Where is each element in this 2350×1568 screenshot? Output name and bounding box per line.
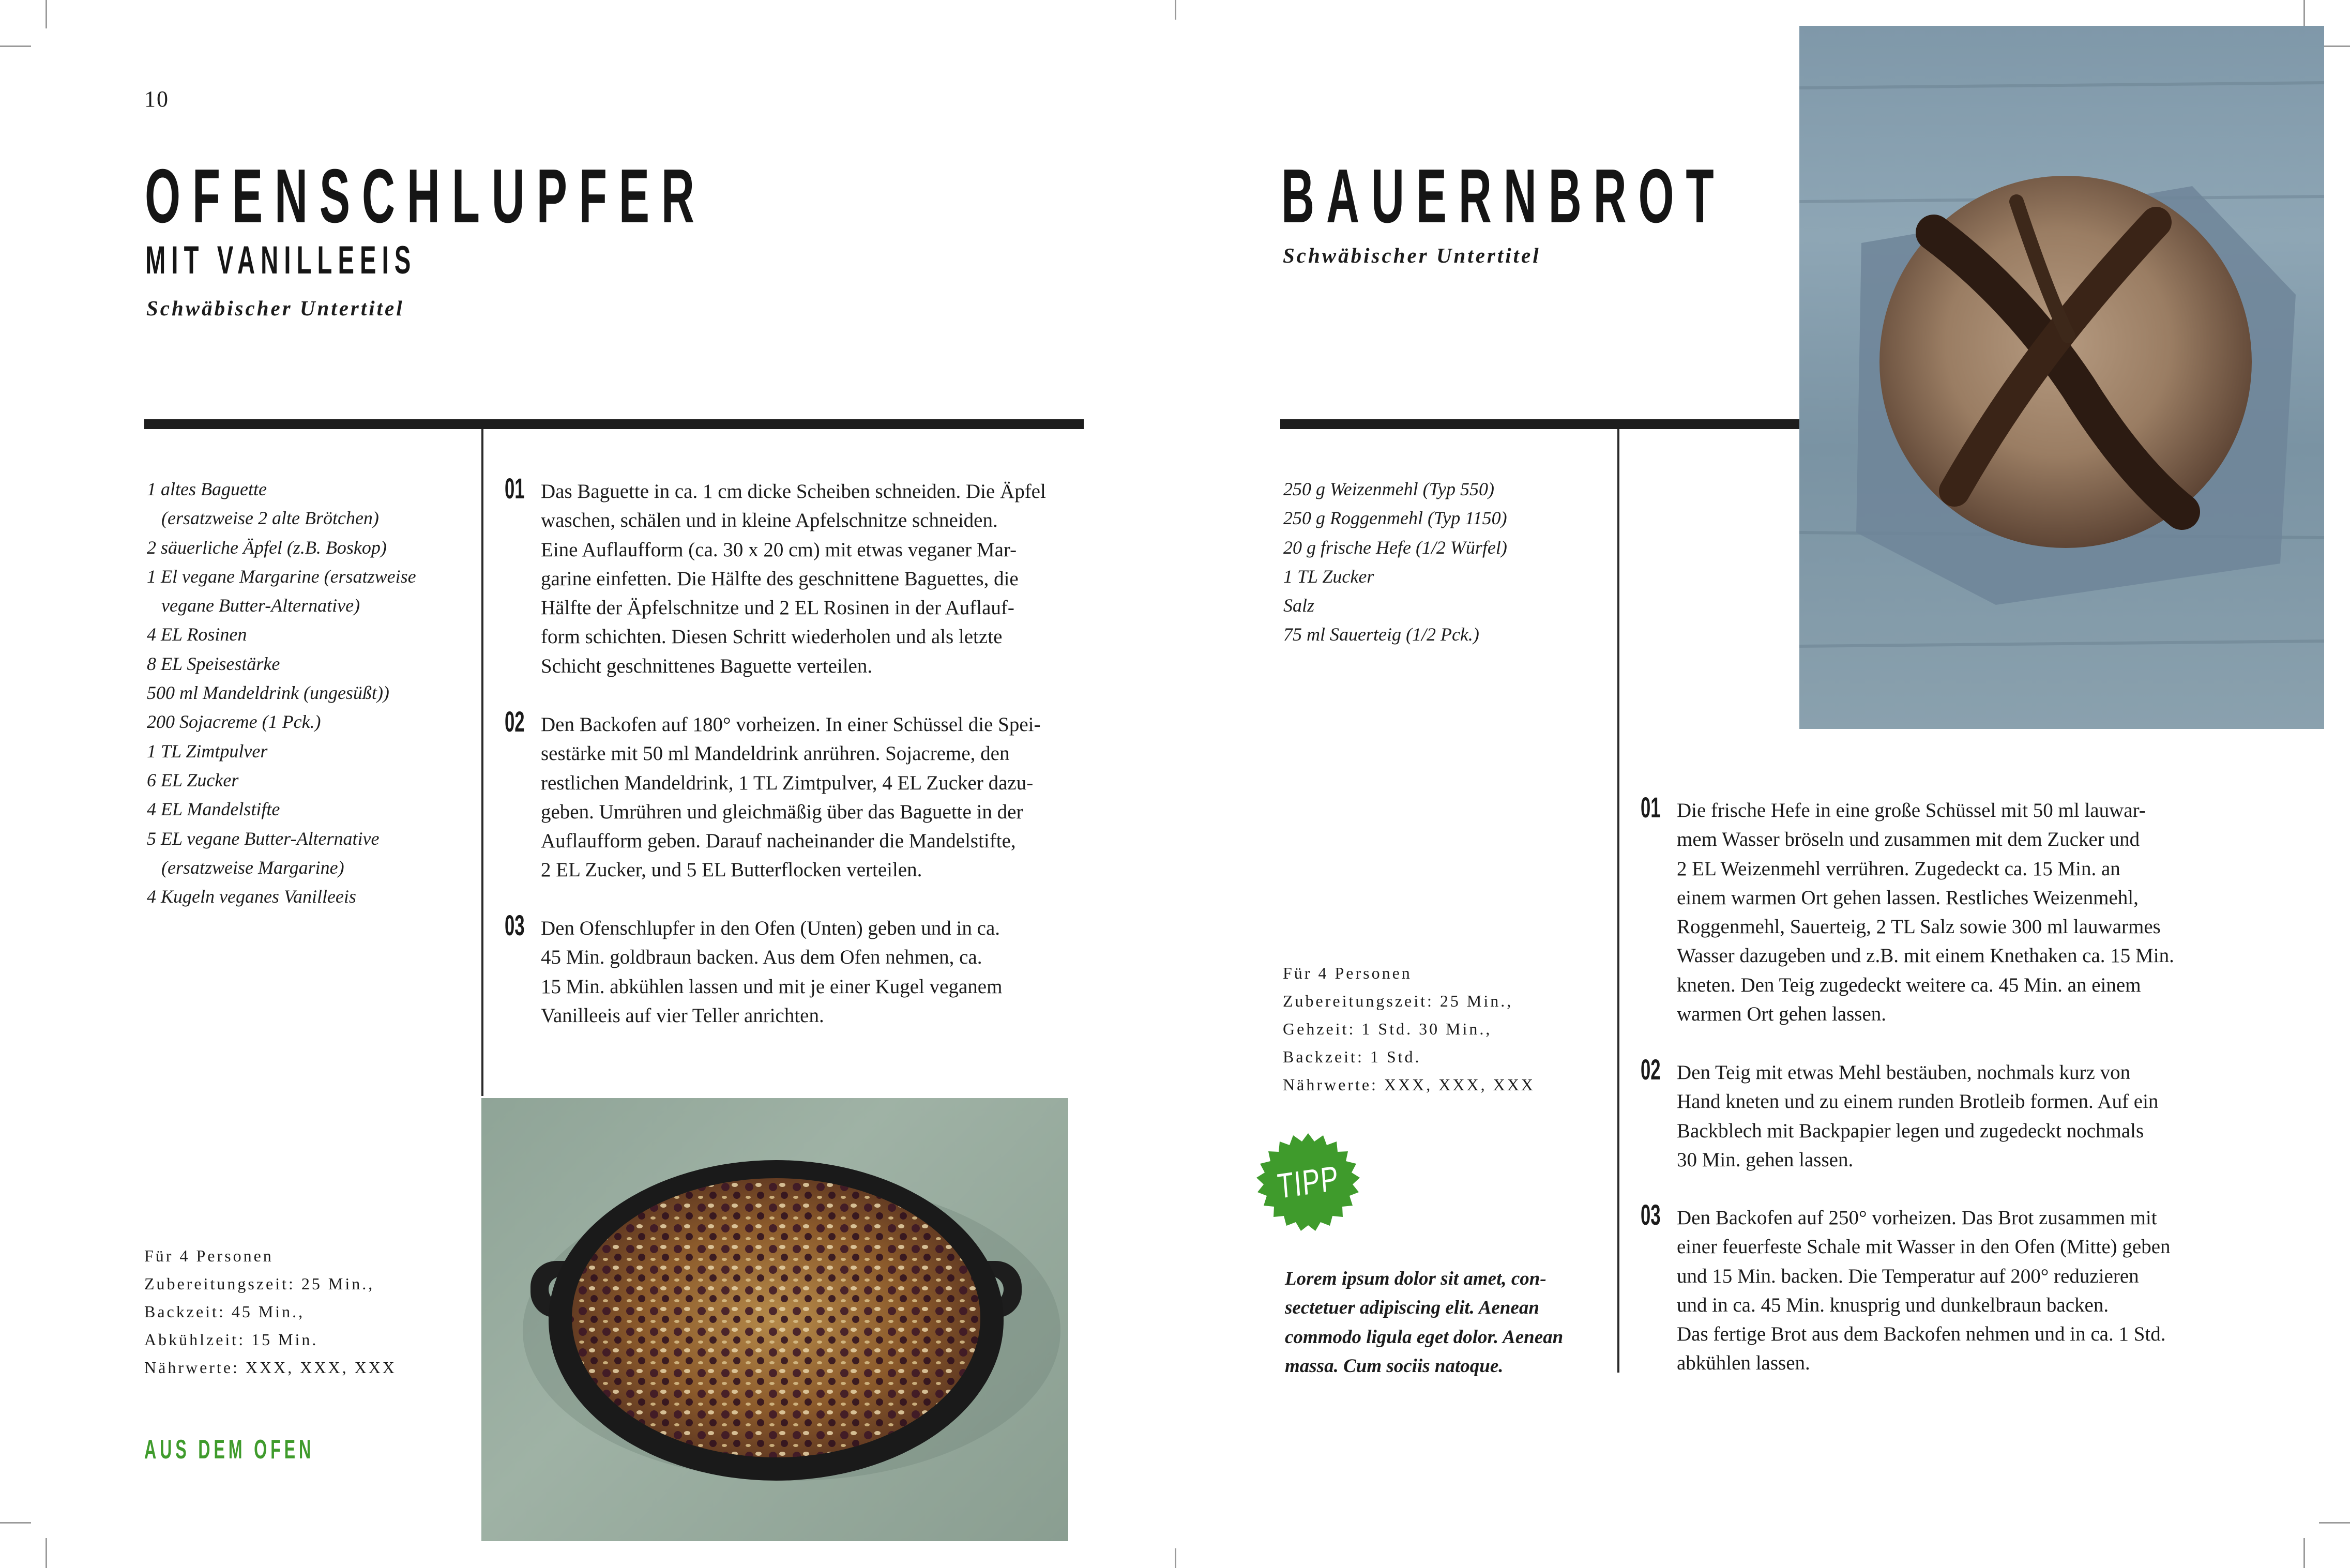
meta-line: Backzeit: 45 Min., xyxy=(144,1302,305,1321)
tip-text xyxy=(1285,1265,1563,1381)
ingredient-list xyxy=(147,475,416,911)
tip-badge-label: TIPP xyxy=(1276,1158,1341,1207)
crop-mark xyxy=(0,1522,31,1524)
tip-badge xyxy=(1256,1132,1360,1236)
step-line: geben. Umrühren und gleichmäßig über das Baguette in der xyxy=(541,800,1023,823)
step-line: Den Teig mit etwas Mehl bestäuben, nochmals kurz von xyxy=(1677,1061,2131,1084)
meta-line: Für 4 Personen xyxy=(1283,964,1412,982)
step-line: 45 Min. goldbraun backen. Aus dem Ofen nehmen, ca. xyxy=(541,946,982,969)
step-line: Hälfte der Äpfelschnitze und 2 EL Rosinen in der Auflauf- xyxy=(541,597,1014,619)
step-number: 02 xyxy=(505,705,525,738)
step-text xyxy=(1677,1204,2171,1378)
step-text xyxy=(1677,796,2174,1029)
step-text xyxy=(541,914,1002,1030)
crop-mark xyxy=(46,1538,47,1568)
ingredient: 4 EL Mandelstifte xyxy=(147,799,280,820)
step-line: mem Wasser bröseln und zusammen mit dem Zucker und xyxy=(1677,828,2140,851)
crop-mark xyxy=(46,0,47,28)
step-line: sestärke mit 50 ml Mandeldrink anrühren. Sojacreme, den xyxy=(541,742,1010,765)
step-number: 03 xyxy=(1641,1198,1661,1231)
ingredient: 250 g Roggenmehl (Typ 1150) xyxy=(1283,508,1507,529)
step-line: einem warmen Ort gehen lassen. Restliches Weizenmehl, xyxy=(1677,886,2139,909)
ingredient: 500 ml Mandeldrink (ungesüßt)) xyxy=(147,682,389,704)
ingredient: 8 EL Speisestärke xyxy=(147,653,280,674)
step-line: 2 EL Weizenmehl verrühren. Zugedeckt ca. 15 Min. an xyxy=(1677,857,2120,880)
step-line: kneten. Den Teig zugedeckt weitere ca. 45 Min. an einem xyxy=(1677,973,2141,996)
step-line: Auflaufform geben. Darauf nacheinander die Mandelstifte, xyxy=(541,830,1016,852)
ingredient-list xyxy=(1283,475,1507,649)
ingredient: 1 TL Zimtpulver xyxy=(147,740,268,762)
step-line: Das fertige Brot aus dem Backofen nehmen und in ca. 1 Std. xyxy=(1677,1323,2166,1346)
step-line: Roggenmehl, Sauerteig, 2 TL Salz sowie 300 ml lauwarmes xyxy=(1677,916,2161,938)
step-line: 30 Min. gehen lassen. xyxy=(1677,1148,1854,1171)
step-line: Das Baguette in ca. 1 cm dicke Scheiben schneiden. Die Äpfel xyxy=(541,480,1046,503)
dish-illustration xyxy=(481,1098,1068,1541)
tip-line: commodo ligula eget dolor. Aenean xyxy=(1285,1326,1564,1348)
ingredient: 20 g frische Hefe (1/2 Würfel) xyxy=(1283,537,1507,558)
step-line: Vanilleeis auf vier Teller anrichten. xyxy=(541,1004,824,1027)
step-text xyxy=(1677,1058,2158,1175)
ingredient: 75 ml Sauerteig (1/2 Pck.) xyxy=(1283,624,1479,645)
ingredient: 1 altes Baguette xyxy=(147,479,267,499)
meta-line: Gehzeit: 1 Std. 30 Min., xyxy=(1283,1019,1492,1038)
step-line: und in ca. 45 Min. knusprig und dunkelbraun backen. xyxy=(1677,1293,2109,1316)
meta-line: Zubereitungszeit: 25 Min., xyxy=(1283,992,1513,1010)
section-rule xyxy=(1280,419,1800,429)
meta-line: Nährwerte: XXX, XXX, XXX xyxy=(1283,1075,1535,1094)
meta-line: Zubereitungszeit: 25 Min., xyxy=(144,1274,375,1293)
step-text xyxy=(541,477,1046,681)
crop-mark xyxy=(2303,0,2305,28)
tip-line: sectetuer adipiscing elit. Aenean xyxy=(1285,1297,1539,1319)
ingredient: 2 säuerliche Äpfel (z.B. Boskop) xyxy=(147,537,387,558)
ingredient: vegane Butter-Alternative) xyxy=(161,595,360,616)
bread-illustration xyxy=(1799,26,2324,729)
recipe-subtitle: MIT VANILLEEIS xyxy=(145,238,417,282)
step-line: Den Backofen auf 250° vorheizen. Das Brot zusammen mit xyxy=(1677,1207,2157,1229)
step-line: warmen Ort gehen lassen. xyxy=(1677,1003,1887,1026)
ingredient: 4 EL Rosinen xyxy=(147,624,247,645)
ingredient: Salz xyxy=(1283,595,1315,616)
recipe-tagline: Schwäbischer Untertitel xyxy=(146,296,404,320)
ingredient: 5 EL vegane Butter-Alternative xyxy=(147,828,380,849)
recipe-tagline: Schwäbischer Untertitel xyxy=(1283,243,1541,267)
tip-line: Lorem ipsum dolor sit amet, con- xyxy=(1285,1268,1547,1289)
step-line: Den Backofen auf 180° vorheizen. In einer Schüssel die Spei- xyxy=(541,713,1041,736)
recipe-meta xyxy=(144,1242,397,1381)
step-number: 02 xyxy=(1641,1053,1661,1086)
step-line: restlichen Mandeldrink, 1 TL Zimtpulver, 4 EL Zucker dazu- xyxy=(541,771,1034,794)
step-line: 2 EL Zucker, und 5 EL Butterflocken verteilen. xyxy=(541,859,922,881)
step-line: garine einfetten. Die Hälfte des geschnittene Baguettes, die xyxy=(541,567,1019,590)
step-line: 15 Min. abkühlen lassen und mit je einer Kugel veganem xyxy=(541,975,1003,998)
column-divider xyxy=(1617,429,1619,1373)
step-text xyxy=(541,710,1040,885)
column-divider xyxy=(481,429,483,1096)
step-line: Hand kneten und zu einem runden Brotleib formen. Auf ein xyxy=(1677,1090,2159,1113)
step-line: und 15 Min. backen. Die Temperatur auf 200° reduzieren xyxy=(1677,1265,2139,1287)
recipe-title: BAUERNBROT xyxy=(1281,154,1726,239)
crop-mark xyxy=(1175,0,1176,20)
step-line: Schicht geschnittenes Baguette verteilen. xyxy=(541,654,873,677)
bauernbrot-photo xyxy=(1799,26,2324,729)
step-line: Den Ofenschlupfer in den Ofen (Unten) geben und in ca. xyxy=(541,917,1000,939)
step-line: form schichten. Diesen Schritt wiederholen und als letzte xyxy=(541,626,1003,648)
recipe-title: OFENSCHLUPFER xyxy=(145,154,706,239)
recipe-meta xyxy=(1283,959,1535,1099)
meta-line: Abkühlzeit: 15 Min. xyxy=(144,1330,319,1349)
ingredient: 250 g Weizenmehl (Typ 550) xyxy=(1283,479,1494,499)
ingredient: 1 El vegane Margarine (ersatzweise xyxy=(147,566,416,587)
category-label: AUS DEM OFEN xyxy=(144,1435,315,1465)
meta-line: Für 4 Personen xyxy=(144,1246,274,1265)
section-rule xyxy=(144,419,1084,429)
step-number: 01 xyxy=(505,472,525,505)
step-number: 03 xyxy=(505,909,525,941)
step-line: abkühlen lassen. xyxy=(1677,1352,1810,1375)
step-line: Wasser dazugeben und z.B. mit einem Knethaken ca. 15 Min. xyxy=(1677,945,2174,967)
step-line: Eine Auflaufform (ca. 30 x 20 cm) mit etwas veganer Mar- xyxy=(541,538,1017,561)
ingredient: (ersatzweise Margarine) xyxy=(161,857,344,878)
page-number: 10 xyxy=(144,86,169,112)
meta-line: Nährwerte: XXX, XXX, XXX xyxy=(144,1358,397,1377)
ingredient: 4 Kugeln veganes Vanilleeis xyxy=(147,886,356,907)
ofenschlupfer-photo xyxy=(481,1098,1068,1541)
crop-mark xyxy=(2303,1538,2305,1568)
crop-mark xyxy=(1175,1548,1176,1568)
crop-mark xyxy=(0,45,31,47)
tip-line: massa. Cum sociis natoque. xyxy=(1285,1355,1504,1377)
step-line: Die frische Hefe in eine große Schüssel mit 50 ml lauwar- xyxy=(1677,799,2146,821)
crop-mark xyxy=(2319,1522,2350,1524)
step-line: Backblech mit Backpapier legen und zugedeckt nochmals xyxy=(1677,1119,2144,1142)
step-line: einer feuerfeste Schale mit Wasser in den Ofen (Mitte) geben xyxy=(1677,1236,2171,1258)
step-number: 01 xyxy=(1641,791,1661,824)
ingredient: 6 EL Zucker xyxy=(147,769,239,790)
ingredient: 200 Sojacreme (1 Pck.) xyxy=(147,711,321,733)
meta-line: Backzeit: 1 Std. xyxy=(1283,1047,1421,1066)
ingredient: 1 TL Zucker xyxy=(1283,566,1374,587)
step-line: waschen, schälen und in kleine Apfelschnitze schneiden. xyxy=(541,509,998,532)
ingredient: (ersatzweise 2 alte Brötchen) xyxy=(161,508,379,529)
